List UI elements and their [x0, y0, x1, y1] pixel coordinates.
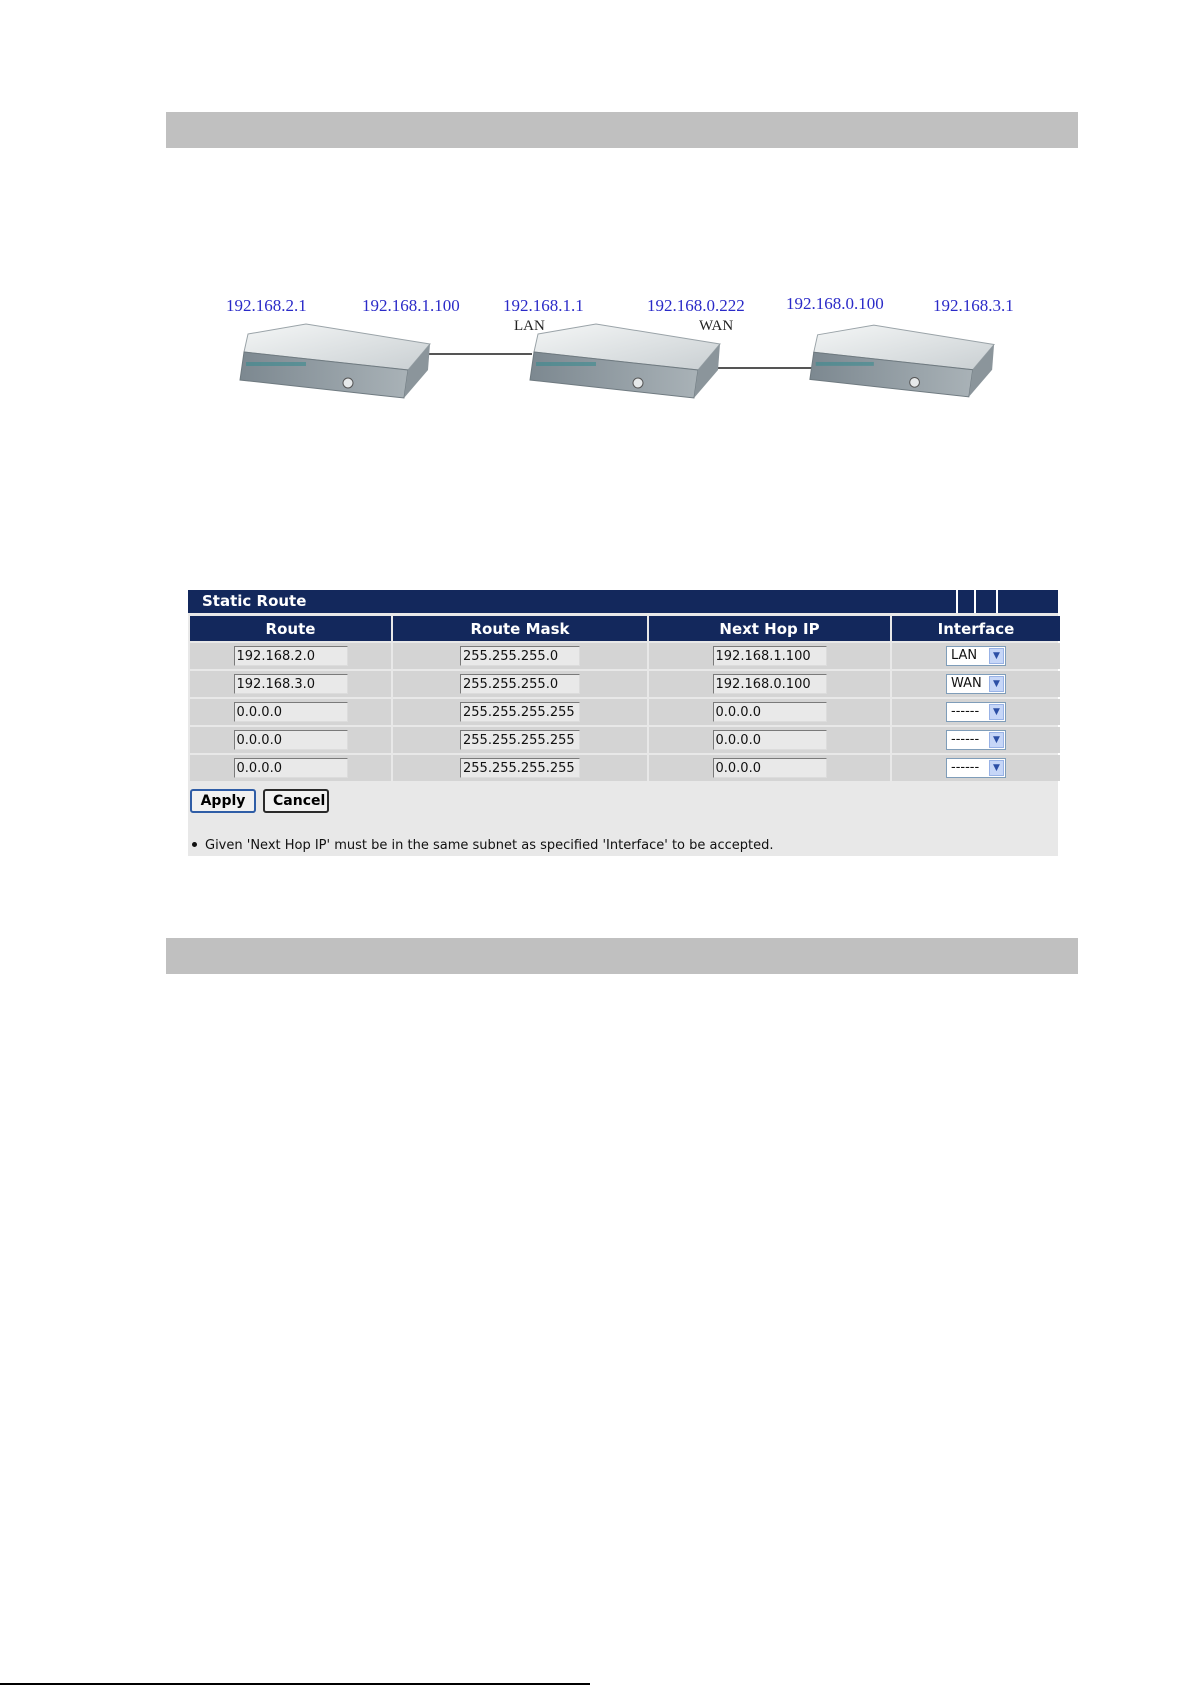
route-input[interactable]: [234, 702, 348, 722]
column-header-next-hop-ip: Next Hop IP: [649, 616, 890, 641]
column-header-route: Route: [190, 616, 391, 641]
route-input[interactable]: [234, 730, 348, 750]
static-route-table: [188, 614, 1062, 783]
title-divider: [956, 590, 958, 613]
subnet-note: [188, 838, 774, 853]
interface-select[interactable]: [946, 702, 1006, 722]
table-row: [190, 755, 1060, 781]
route-mask-input[interactable]: [460, 674, 580, 694]
center-router-lan-ip: 192.168.1.1: [503, 296, 584, 315]
interface-select[interactable]: [946, 646, 1006, 666]
column-header-interface: Interface: [892, 616, 1060, 641]
route-mask-input[interactable]: [460, 730, 580, 750]
apply-button[interactable]: Apply: [190, 789, 256, 813]
section-header-bar: [166, 938, 1078, 974]
network-diagram: [0, 0, 1191, 420]
note-text: Given 'Next Hop IP' must be in the same subnet as specified 'Interface' to be accepted.: [205, 838, 774, 853]
next-hop-ip-input[interactable]: [713, 758, 827, 778]
table-row: [190, 643, 1060, 669]
interface-select-value: ------: [951, 704, 980, 720]
route-input[interactable]: [234, 674, 348, 694]
chevron-down-icon[interactable]: ▼: [989, 704, 1004, 720]
router-icon: [526, 322, 722, 400]
chevron-down-icon[interactable]: ▼: [989, 648, 1004, 664]
wan-port-label: WAN: [699, 318, 734, 334]
route-input[interactable]: [234, 758, 348, 778]
chevron-down-icon[interactable]: ▼: [989, 732, 1004, 748]
cancel-button[interactable]: Cancel: [263, 789, 329, 813]
lan-cable: [420, 353, 532, 355]
next-hop-ip-input[interactable]: [713, 646, 827, 666]
right-router-link-ip: 192.168.0.100: [786, 294, 884, 313]
panel-title: Static Route: [188, 590, 1058, 613]
lan-port-label: LAN: [514, 318, 545, 334]
interface-select-value: WAN: [951, 676, 982, 692]
interface-select-value: LAN: [951, 648, 978, 664]
interface-select-value: ------: [951, 760, 980, 776]
column-header-route-mask: Route Mask: [393, 616, 647, 641]
interface-select[interactable]: [946, 674, 1006, 694]
left-router-ip: 192.168.2.1: [226, 296, 307, 315]
route-mask-input[interactable]: [460, 758, 580, 778]
interface-select[interactable]: [946, 730, 1006, 750]
interface-select-value: ------: [951, 732, 980, 748]
router-icon: [236, 322, 432, 400]
table-row: [190, 699, 1060, 725]
chevron-down-icon[interactable]: ▼: [989, 760, 1004, 776]
table-row: [190, 671, 1060, 697]
next-hop-ip-input[interactable]: [713, 674, 827, 694]
title-divider: [996, 590, 998, 613]
chevron-down-icon[interactable]: ▼: [989, 676, 1004, 692]
left-router-link-ip: 192.168.1.100: [362, 296, 460, 315]
route-mask-input[interactable]: [460, 702, 580, 722]
bullet-icon: [192, 842, 197, 847]
router-icon: [806, 322, 996, 400]
route-input[interactable]: [234, 646, 348, 666]
next-hop-ip-input[interactable]: [713, 730, 827, 750]
static-route-panel: [188, 590, 1058, 856]
interface-select[interactable]: [946, 758, 1006, 778]
center-router-wan-ip: 192.168.0.222: [647, 296, 745, 315]
table-row: [190, 727, 1060, 753]
right-router-ip: 192.168.3.1: [933, 296, 1014, 315]
route-mask-input[interactable]: [460, 646, 580, 666]
title-divider: [974, 590, 976, 613]
next-hop-ip-input[interactable]: [713, 702, 827, 722]
table-header-row: [190, 616, 1060, 641]
